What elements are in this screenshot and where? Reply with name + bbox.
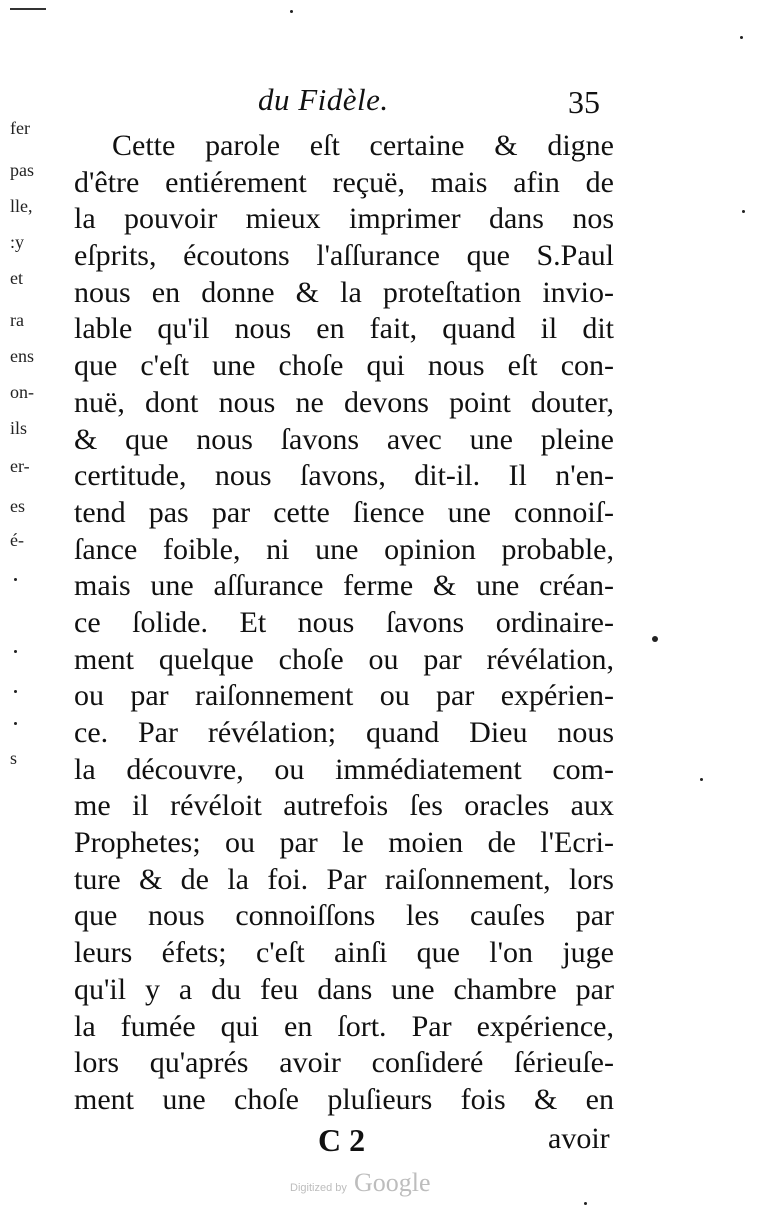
text-line: nous en donne & la proteſtation invio- bbox=[74, 275, 614, 309]
left-margin-bleed bbox=[0, 0, 40, 1230]
text-line: la découvre, ou immédiatement com- bbox=[74, 752, 614, 786]
page-number: 35 bbox=[568, 84, 600, 120]
ink-speck bbox=[14, 690, 17, 693]
digitization-watermark bbox=[290, 1168, 470, 1200]
ink-speck bbox=[584, 1202, 587, 1205]
margin-fragment: on- bbox=[10, 382, 34, 402]
ink-speck bbox=[652, 636, 658, 642]
ink-speck bbox=[740, 36, 743, 39]
text-line: eſprits, écoutons l'aſſurance que S.Paul bbox=[74, 239, 614, 273]
watermark-caption: Digitized by bbox=[290, 1182, 347, 1194]
text-line: qu'il y a du feu dans une chambre par bbox=[74, 972, 614, 1006]
text-line: Cette parole eſt certaine & digne bbox=[112, 129, 614, 162]
margin-fragment: lle, bbox=[10, 196, 33, 216]
margin-fragment: et bbox=[10, 268, 23, 288]
google-logo: Google bbox=[354, 1168, 431, 1197]
text-line: ou par raiſonnement ou par expérien- bbox=[74, 679, 614, 713]
ink-speck bbox=[14, 650, 17, 653]
text-line: ſance foible, ni une opinion probable, bbox=[74, 532, 614, 566]
ink-speck bbox=[290, 10, 293, 13]
page-footer bbox=[0, 1122, 768, 1162]
text-line: Prophetes; ou par le moien de l'Ecri- bbox=[74, 826, 614, 860]
catchword: avoir bbox=[548, 1122, 610, 1155]
text-line: lors qu'aprés avoir conſideré ſérieuſe- bbox=[74, 1046, 614, 1080]
margin-fragment: er- bbox=[10, 456, 30, 476]
text-line: & que nous ſavons avec une pleine bbox=[74, 422, 614, 456]
margin-fragment: ils bbox=[10, 418, 28, 438]
text-line: ment une choſe pluſieurs fois & en bbox=[74, 1082, 614, 1116]
margin-fragment: :y bbox=[10, 232, 25, 252]
margin-fragment: pas bbox=[10, 160, 34, 180]
text-line: nuë, dont nous ne devons point douter, bbox=[74, 385, 614, 419]
ink-speck bbox=[14, 722, 17, 725]
text-line: que c'eſt une choſe qui nous eſt con- bbox=[74, 349, 614, 383]
text-line: ce. Par révélation; quand Dieu nous bbox=[74, 716, 614, 749]
body-text bbox=[74, 128, 614, 1119]
margin-fragment: ra bbox=[10, 310, 24, 330]
ink-speck bbox=[742, 210, 745, 213]
text-line: certitude, nous ſavons, dit-il. Il n'en- bbox=[74, 459, 614, 493]
ink-speck bbox=[14, 578, 17, 581]
text-line: ture & de la foi. Par raiſonnement, lors bbox=[74, 862, 614, 896]
text-line: la fumée qui en ſort. Par expérience, bbox=[74, 1009, 614, 1043]
text-line: ce ſolide. Et nous ſavons ordinaire- bbox=[74, 605, 614, 639]
running-title: du Fidèle. bbox=[258, 82, 389, 117]
page-header bbox=[0, 82, 768, 122]
text-line: me il révéloit autrefois ſes oracles aux bbox=[74, 789, 614, 823]
margin-fragment: é- bbox=[10, 530, 24, 550]
margin-fragment: ens bbox=[10, 346, 34, 366]
text-line: d'être entiérement reçuë, mais afin de bbox=[74, 165, 614, 199]
text-line: ment quelque choſe ou par révélation, bbox=[74, 642, 614, 676]
text-line: la pouvoir mieux imprimer dans nos bbox=[74, 202, 614, 236]
margin-fragment: s bbox=[10, 748, 18, 768]
margin-fragment: es bbox=[10, 496, 25, 516]
text-line: lable qu'il nous en fait, quand il dit bbox=[74, 312, 614, 346]
text-line: que nous connoiſſons les cauſes par bbox=[74, 899, 614, 933]
text-line: mais une aſſurance ferme & une créan- bbox=[74, 569, 614, 603]
text-line: leurs éfets; c'eſt ainſi que l'on juge bbox=[74, 936, 614, 970]
ink-speck bbox=[700, 778, 703, 781]
signature-mark: C 2 bbox=[318, 1122, 366, 1158]
margin-fragment: fer bbox=[10, 118, 30, 138]
text-line: tend pas par cette ſience une connoiſ- bbox=[74, 495, 614, 529]
